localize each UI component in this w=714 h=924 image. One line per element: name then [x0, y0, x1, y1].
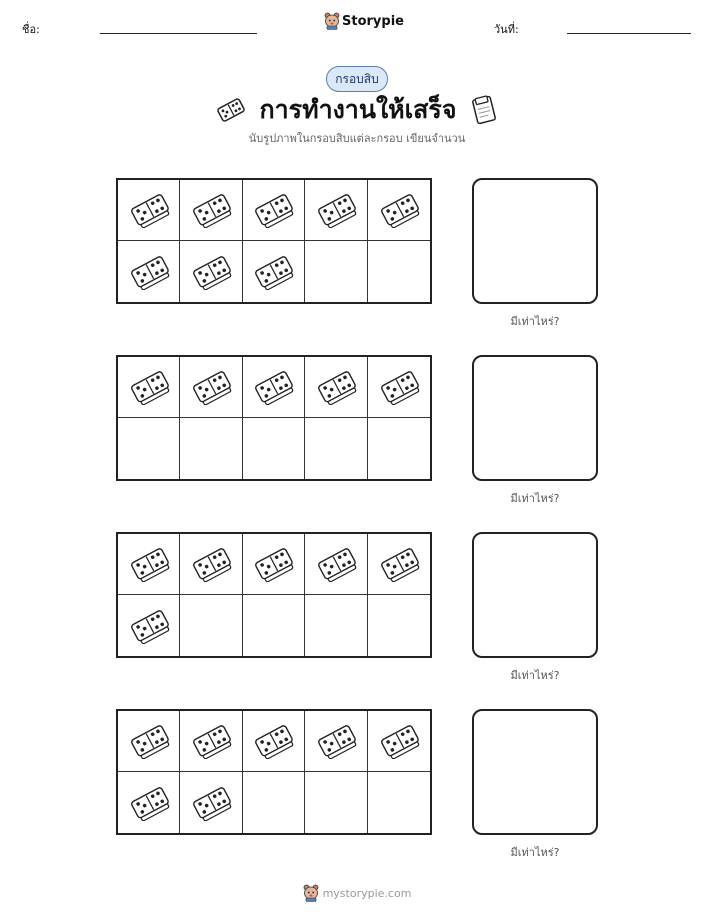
how-many-label: มีเท่าไหร่? [510, 846, 560, 859]
frame-cell [180, 241, 242, 302]
page-title: การทำงานให้เสร็จ [259, 95, 457, 124]
ten-frame [116, 355, 432, 481]
topic-badge: กรอบสิบ [326, 66, 388, 92]
frame-cell [368, 180, 430, 241]
frame-cell [118, 595, 180, 656]
frame-cell [180, 772, 242, 833]
frame-cell [305, 357, 367, 418]
domino-icon [252, 719, 294, 763]
domino-icon [190, 542, 232, 586]
how-many-label: มีเท่าไหร่? [510, 492, 560, 505]
ten-frame [116, 178, 432, 304]
frame-cell [368, 595, 430, 656]
answer-box[interactable] [472, 532, 598, 658]
footer-url: mystorypie.com [322, 886, 412, 900]
frame-cell [118, 711, 180, 772]
domino-icon [315, 719, 357, 763]
domino-icon [128, 188, 170, 232]
frame-cell [305, 595, 367, 656]
domino-icon [252, 542, 294, 586]
frame-cell [243, 772, 305, 833]
frame-cell [180, 180, 242, 241]
frame-cell [118, 241, 180, 302]
frame-cell [305, 534, 367, 595]
domino-icon [378, 365, 420, 409]
domino-icon [190, 365, 232, 409]
frame-cell [118, 180, 180, 241]
ten-frame [116, 709, 432, 835]
domino-icon [128, 719, 170, 763]
frame-cell [243, 595, 305, 656]
name-line[interactable] [100, 33, 257, 34]
domino-icon [315, 188, 357, 232]
domino-icon [252, 365, 294, 409]
domino-icon [252, 250, 294, 294]
frame-cell [368, 711, 430, 772]
frame-cell [118, 772, 180, 833]
domino-icon [128, 365, 170, 409]
mascot-icon [303, 884, 319, 902]
frame-cell [180, 595, 242, 656]
frame-cell [118, 357, 180, 418]
notepad-icon [469, 94, 499, 126]
domino-icon [190, 250, 232, 294]
brand-name: Storypie [342, 13, 404, 29]
domino-icon [215, 95, 247, 125]
how-many-label: มีเท่าไหร่? [510, 315, 560, 328]
name-label: ชื่อ: [22, 23, 40, 36]
domino-icon [378, 719, 420, 763]
domino-icon [128, 542, 170, 586]
frame-cell [368, 418, 430, 479]
frame-cell [243, 241, 305, 302]
frame-cell [180, 418, 242, 479]
footer [0, 884, 714, 902]
frame-cell [305, 241, 367, 302]
title-row [0, 90, 714, 130]
domino-icon [190, 719, 232, 763]
domino-icon [252, 188, 294, 232]
domino-icon [128, 250, 170, 294]
frame-cell [243, 711, 305, 772]
domino-icon [315, 365, 357, 409]
frame-cell [368, 772, 430, 833]
frame-cell [368, 357, 430, 418]
frame-cell [118, 418, 180, 479]
domino-icon [378, 542, 420, 586]
domino-icon [190, 781, 232, 825]
answer-box[interactable] [472, 178, 598, 304]
answer-box[interactable] [472, 355, 598, 481]
frame-cell [180, 357, 242, 418]
frame-cell [368, 241, 430, 302]
frame-cell [243, 180, 305, 241]
brand-logo [324, 12, 404, 30]
frame-cell [243, 357, 305, 418]
instructions: นับรูปภาพในกรอบสิบแต่ละกรอบ เขียนจำนวน [248, 132, 466, 145]
frame-cell [305, 772, 367, 833]
frame-cell [118, 534, 180, 595]
frame-cell [243, 534, 305, 595]
domino-icon [128, 781, 170, 825]
date-line[interactable] [567, 33, 691, 34]
frame-cell [243, 418, 305, 479]
domino-icon [128, 604, 170, 648]
how-many-label: มีเท่าไหร่? [510, 669, 560, 682]
frame-cell [305, 180, 367, 241]
answer-box[interactable] [472, 709, 598, 835]
frame-cell [305, 418, 367, 479]
mascot-icon [324, 12, 340, 30]
frame-cell [180, 711, 242, 772]
domino-icon [190, 188, 232, 232]
frame-cell [180, 534, 242, 595]
frame-cell [305, 711, 367, 772]
ten-frame [116, 532, 432, 658]
frame-cell [368, 534, 430, 595]
date-label: วันที่: [494, 23, 519, 36]
domino-icon [378, 188, 420, 232]
domino-icon [315, 542, 357, 586]
